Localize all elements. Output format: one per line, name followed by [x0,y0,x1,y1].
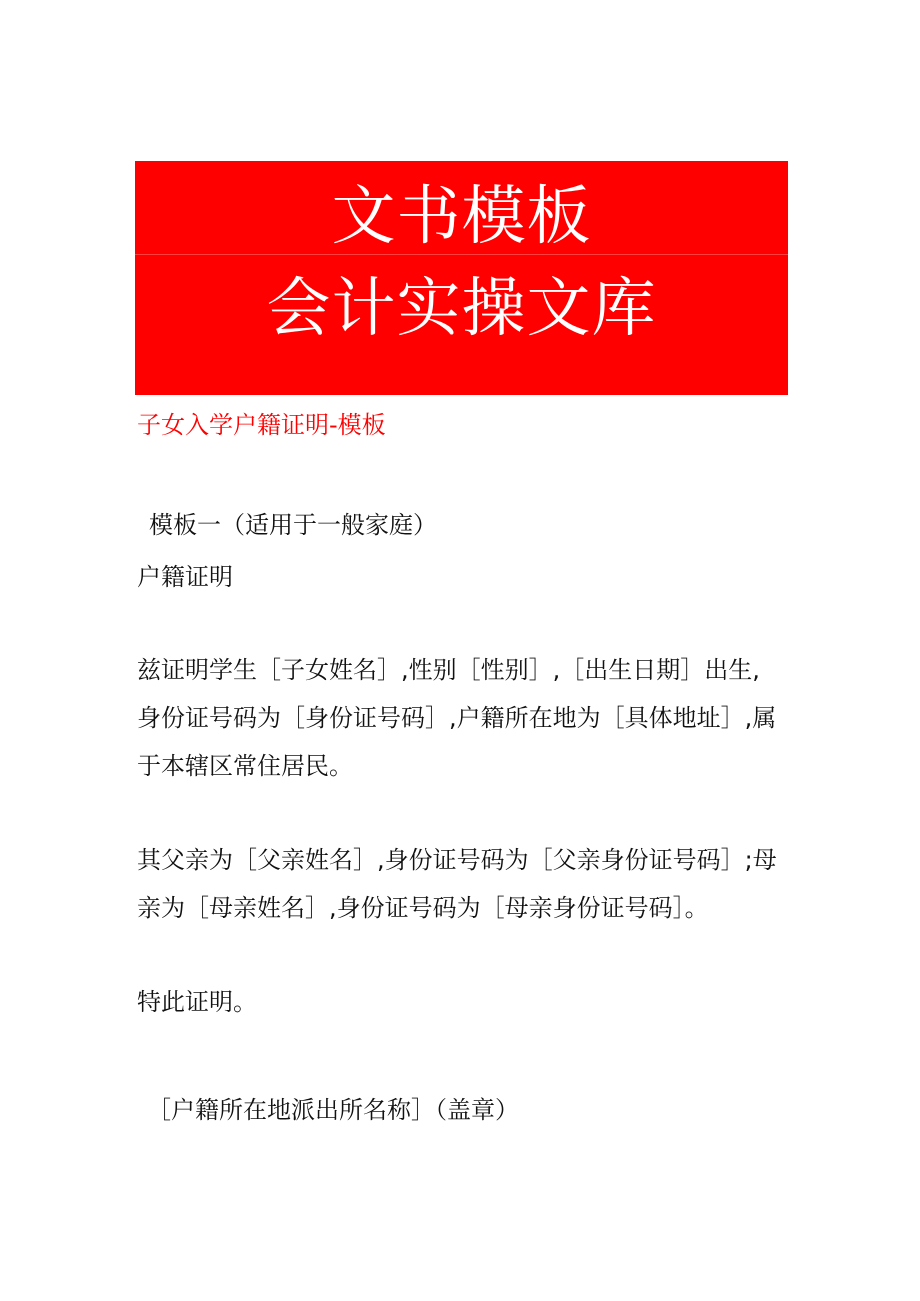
banner-divider [135,254,788,255]
banner-subtitle: 会计实操文库 [266,272,657,346]
certificate-heading: 户籍证明 [137,563,233,591]
seal-line: ［户籍所在地派出所名称］（盖章） [147,1096,519,1124]
paragraph-line: 于本辖区常住居民。 [137,752,353,780]
template-heading: 模板一（适用于一般家庭） [149,511,437,539]
paragraph-line: 其父亲为［父亲姓名］,身份证号码为［父亲身份证号码］;母 [137,846,777,874]
header-banner [135,161,788,395]
paragraph-line: 亲为［母亲姓名］,身份证号码为［母亲身份证号码］。 [137,894,709,922]
paragraph-student-info [137,646,797,790]
document-title: 子女入学户籍证明-模板 [137,411,386,439]
paragraph-parent-info [137,836,797,932]
closing-statement: 特此证明。 [137,988,257,1016]
paragraph-line: 身份证号码为［身份证号码］,户籍所在地为［具体地址］,属 [137,704,777,732]
banner-title: 文书模板 [331,180,592,254]
paragraph-line: 兹证明学生［子女姓名］,性别［性别］,［出生日期］出生, [137,656,760,684]
